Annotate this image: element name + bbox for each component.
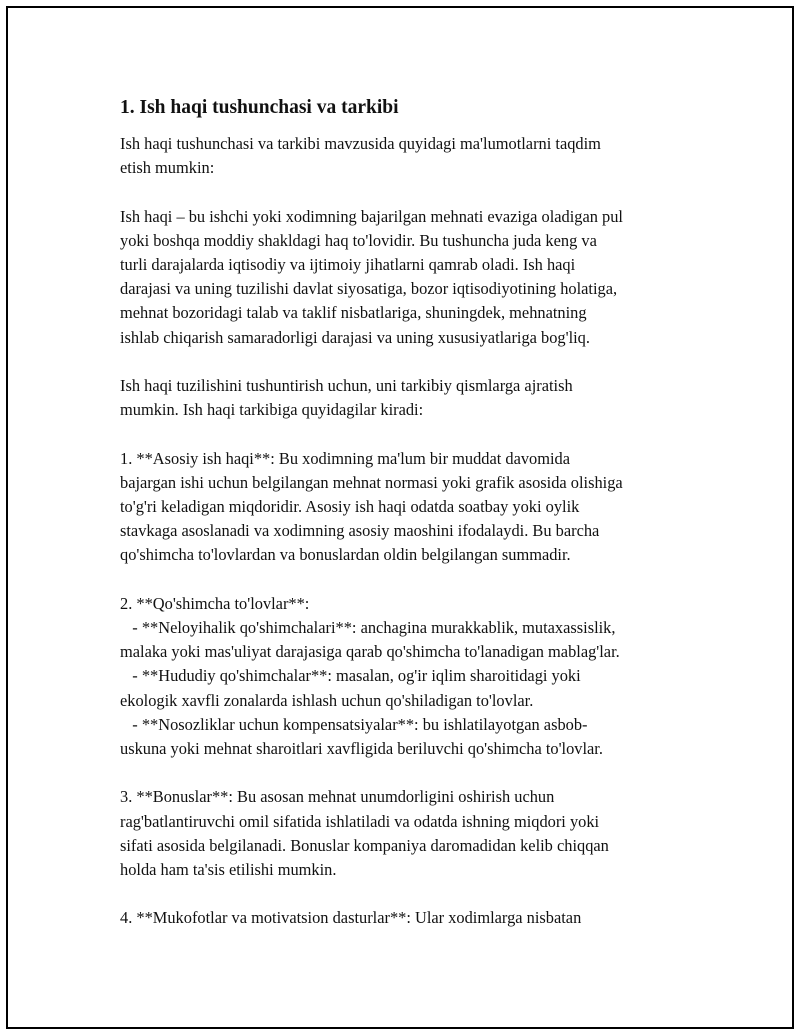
text-line: - **Nosozliklar uchun kompensatsiyalar**: bu ishlatilayotgan asbob- [120, 714, 588, 734]
text-line: turli darajalarda iqtisodiy va ijtimoiy jihatlarni qamrab oladi. Ish haqi [120, 255, 576, 274]
text-line: stavkaga asoslanadi va xodimning asosiy maoshini ifodalaydi. Bu barcha [120, 521, 600, 541]
text-line: ishlab chiqarish samaradorligi darajasi va uning xususiyatlariga bog'liq. [120, 327, 590, 347]
text-line: holda ham ta'sis etilishi mumkin. [120, 860, 337, 880]
paragraph-item-4 [120, 906, 710, 930]
paragraph-definition [120, 205, 710, 350]
text-line: ekologik xavfli zonalarda ishlash uchun qo'shiladigan to'lovlar. [120, 690, 534, 710]
text-line: qo'shimcha to'lovlardan va bonuslardan oldin belgilangan summadir. [120, 545, 571, 565]
text-line: to'g'ri keladigan miqdoridir. Asosiy ish haqi odatda soatbay yoki oylik [120, 497, 580, 516]
paragraph-item-2 [120, 592, 710, 761]
paragraph-item-3 [120, 785, 710, 882]
text-line: sifati asosida belgilanadi. Bonuslar kompaniya daromadidan kelib chiqqan [120, 835, 609, 855]
text-line: Ish haqi tuzilishini tushuntirish uchun, uni tarkibiy qismlarga ajratish [120, 376, 573, 395]
paragraph-intro [120, 132, 710, 180]
text-line: - **Neloyihalik qo'shimchalari**: anchagina murakkablik, mutaxassislik, [120, 618, 616, 637]
text-line: 3. **Bonuslar**: Bu asosan mehnat unumdorligini oshirish uchun [120, 787, 555, 807]
text-line: uskuna yoki mehnat sharoitlari xavfligida beriluvchi qo'shimcha to'lovlar. [120, 739, 603, 759]
text-line: 1. **Asosiy ish haqi**: Bu xodimning ma'lum bir muddat davomida [120, 448, 571, 468]
text-line: mehnat bozoridagi talab va taklif nisbatlariga, shuningdek, mehnatning [120, 303, 587, 323]
text-line: bajargan ishi uchun belgilangan mehnat normasi yoki grafik asosida olishiga [120, 472, 623, 492]
text-line: malaka yoki mas'uliyat darajasiga qarab qo'shimcha to'lanadigan mablag'lar. [120, 642, 620, 662]
text-line: Ish haqi – bu ishchi yoki xodimning bajarilgan mehnati evaziga oladigan pul [120, 206, 623, 226]
text-line: yoki boshqa moddiy shakldagi haq to'lovidir. Bu tushuncha juda keng va [120, 230, 597, 250]
text-line: etish mumkin: [120, 158, 215, 178]
text-line: rag'batlantiruvchi omil sifatida ishlatiladi va odatda ishning miqdori yoki [120, 811, 600, 831]
section-heading: 1. Ish haqi tushunchasi va tarkibi [120, 97, 399, 118]
text-line: - **Hududiy qo'shimchalar**: masalan, og'ir iqlim sharoitidagi yoki [120, 666, 581, 686]
paragraph-item-1 [120, 447, 710, 568]
page-frame [6, 6, 794, 1029]
document-body [120, 96, 710, 955]
text-line: Ish haqi tushunchasi va tarkibi mavzusida quyidagi ma'lumotlarni taqdim [120, 134, 601, 153]
text-line: darajasi va uning tuzilishi davlat siyosatiga, bozor iqtisodiyotining holatiga, [120, 279, 618, 299]
text-line: 2. **Qo'shimcha to'lovlar**: [120, 593, 310, 613]
paragraph-structure [120, 374, 710, 422]
text-line: 4. **Mukofotlar va motivatsion dasturlar**: Ular xodimlarga nisbatan [120, 908, 582, 928]
text-line: mumkin. Ish haqi tarkibiga quyidagilar kiradi: [120, 400, 424, 420]
